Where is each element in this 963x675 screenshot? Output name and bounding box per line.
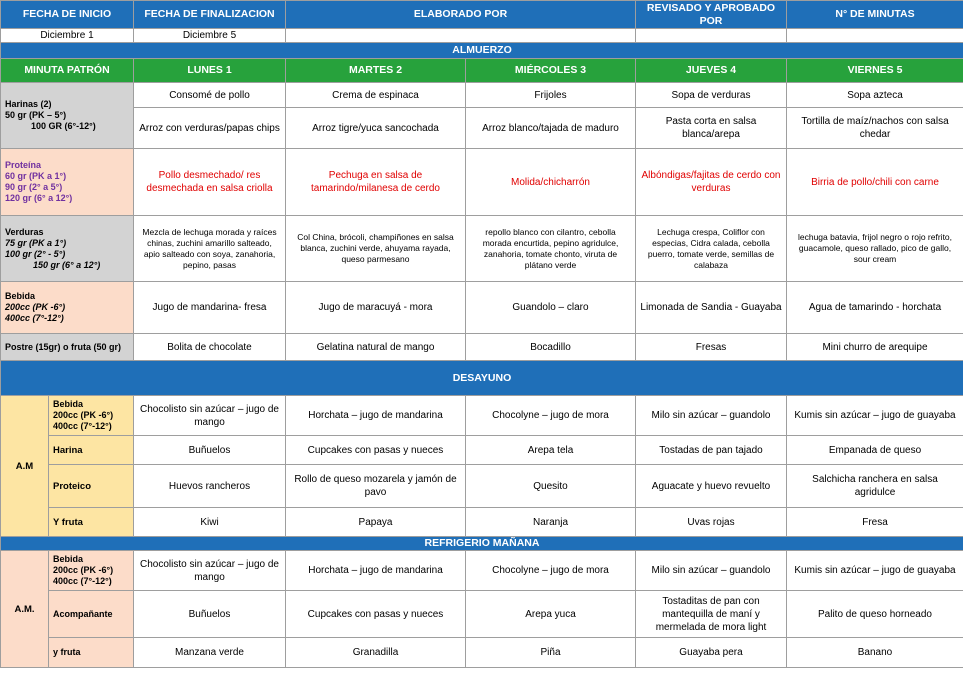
menu-cell: Cupcakes con pasas y nueces	[286, 436, 466, 465]
menu-cell: Buñuelos	[134, 436, 286, 465]
desayuno-title: DESAYUNO	[1, 361, 963, 396]
menu-cell: Mini churro de arequipe	[787, 334, 963, 361]
minutas-header: N° DE MINUTAS	[787, 1, 963, 29]
harinas-label-line: 50 gr (PK – 5°)	[5, 110, 67, 120]
day-header: MIÉRCOLES 3	[466, 59, 636, 83]
menu-cell: Granadilla	[286, 638, 466, 668]
menu-cell: Chocolisto sin azúcar – jugo de mango	[134, 551, 286, 591]
menu-cell: Salchicha ranchera en salsa agridulce	[787, 465, 963, 508]
verduras-label-line: 100 gr (2° - 5°)	[5, 248, 66, 259]
menu-cell: Bocadillo	[466, 334, 636, 361]
menu-cell: Birria de pollo/chili con carne	[787, 149, 963, 216]
day-header: VIERNES 5	[787, 59, 963, 83]
desayuno-fruta-row	[1, 508, 963, 537]
refrigerio-bebida-label	[49, 551, 134, 591]
bebida-label-line: 200cc (PK -6°)	[5, 302, 66, 312]
refrigerio-group-label: A.M.	[1, 551, 49, 668]
menu-cell: Pasta corta en salsa blanca/arepa	[636, 108, 787, 149]
desayuno-harina-label: Harina	[49, 436, 134, 465]
bebida-label-line: Bebida	[5, 291, 36, 301]
proteina-label-line: 120 gr (6° a 12°)	[5, 193, 73, 203]
desayuno-bebida-label	[49, 396, 134, 436]
menu-cell: Papaya	[286, 508, 466, 537]
menu-cell: Kumis sin azúcar – jugo de guayaba	[787, 396, 963, 436]
fecha-final-value: Diciembre 5	[134, 29, 286, 43]
desayuno-proteico-label: Proteico	[49, 465, 134, 508]
label-line: 200cc (PK -6°)	[53, 565, 114, 575]
refrigerio-fruta-label: y fruta	[49, 638, 134, 668]
menu-cell: Uvas rojas	[636, 508, 787, 537]
refrigerio-acompanante-row	[1, 591, 963, 638]
menu-cell: Palito de queso horneado	[787, 591, 963, 638]
menu-cell: Tortilla de maíz/nachos con salsa chedar	[787, 108, 963, 149]
verduras-label-line: 150 gr (6° a 12°)	[33, 259, 101, 270]
label-line: Bebida	[53, 399, 84, 409]
menu-cell: Horchata – jugo de mandarina	[286, 551, 466, 591]
proteina-label	[1, 149, 134, 216]
minuta-patron-header: MINUTA PATRÓN	[1, 59, 134, 83]
fecha-inicio-value: Diciembre 1	[1, 29, 134, 43]
label-line: Bebida	[53, 554, 84, 564]
menu-cell: Albóndigas/fajitas de cerdo con verduras	[636, 149, 787, 216]
menu-cell: Arroz blanco/tajada de maduro	[466, 108, 636, 149]
desayuno-group-label: A.M	[1, 396, 49, 537]
menu-cell: Arroz tigre/yuca sancochada	[286, 108, 466, 149]
menu-cell: Sopa de verduras	[636, 83, 787, 108]
menu-cell: Huevos rancheros	[134, 465, 286, 508]
verduras-row	[1, 216, 963, 282]
day-header: JUEVES 4	[636, 59, 787, 83]
harinas-label-line: Harinas (2)	[5, 99, 52, 109]
menu-cell: Bolita de chocolate	[134, 334, 286, 361]
menu-cell: Jugo de maracuyá - mora	[286, 282, 466, 334]
menu-cell: Quesito	[466, 465, 636, 508]
menu-cell: Milo sin azúcar – guandolo	[636, 396, 787, 436]
almuerzo-section	[1, 43, 963, 59]
menu-cell: Tostaditas de pan con mantequilla de maní y mermelada de mora light	[636, 591, 787, 638]
minutas-value	[787, 29, 963, 43]
menu-cell: Mezcla de lechuga morada y raíces chinas, zuchini amarillo salteado, apio salteado con soya, zanahoria, pepino, pasas	[134, 216, 286, 282]
menu-cell: Lechuga crespa, Coliflor con especias, Cidra calada, cebolla puerro, tomate verde, semillas de calabaza	[636, 216, 787, 282]
label-line: 200cc (PK -6°)	[53, 410, 114, 420]
menu-cell: Pollo desmechado/ res desmechada en salsa criolla	[134, 149, 286, 216]
menu-cell: Chocolisto sin azúcar – jugo de mango	[134, 396, 286, 436]
label-line: 400cc (7°-12°)	[53, 576, 112, 586]
menu-cell: Frijoles	[466, 83, 636, 108]
revisado-header	[636, 1, 787, 29]
menu-cell: Arroz con verduras/papas chips	[134, 108, 286, 149]
menu-cell: Kiwi	[134, 508, 286, 537]
menu-cell: Buñuelos	[134, 591, 286, 638]
menu-cell: Naranja	[466, 508, 636, 537]
menu-cell: Jugo de mandarina- fresa	[134, 282, 286, 334]
menu-cell: Crema de espinaca	[286, 83, 466, 108]
menu-cell: Agua de tamarindo - horchata	[787, 282, 963, 334]
harinas-row	[1, 108, 963, 149]
day-header: LUNES 1	[134, 59, 286, 83]
proteina-label-line: 60 gr (PK a 1°)	[5, 171, 67, 181]
refrigerio-title: REFRIGERIO MAÑANA	[1, 537, 963, 551]
proteina-label-line: 90 gr (2° a 5°)	[5, 182, 63, 192]
menu-cell: Empanada de queso	[787, 436, 963, 465]
verduras-label-line: 75 gr (PK a 1°)	[5, 237, 67, 248]
menu-cell: Guandolo – claro	[466, 282, 636, 334]
refrigerio-fruta-row	[1, 638, 963, 668]
menu-cell: Gelatina natural de mango	[286, 334, 466, 361]
elaborado-value	[286, 29, 636, 43]
day-header: MARTES 2	[286, 59, 466, 83]
verduras-label	[1, 216, 134, 282]
postre-label: Postre (15gr) o fruta (50 gr)	[1, 334, 134, 361]
header-row	[1, 1, 963, 29]
menu-cell: Chocolyne – jugo de mora	[466, 396, 636, 436]
menu-cell: Limonada de Sandia - Guayaba	[636, 282, 787, 334]
menu-cell: Banano	[787, 638, 963, 668]
proteina-label-line: Proteína	[5, 160, 42, 170]
menu-cell: Molida/chicharrón	[466, 149, 636, 216]
elaborado-header: ELABORADO POR	[286, 1, 636, 29]
menu-cell: Arepa yuca	[466, 591, 636, 638]
desayuno-section	[1, 361, 963, 396]
menu-cell: Col China, brócoli, champiñones en salsa blanca, zuchini verde, ahuyama rayada, queso parmesano	[286, 216, 466, 282]
menu-cell: Kumis sin azúcar – jugo de guayaba	[787, 551, 963, 591]
bebida-row	[1, 282, 963, 334]
refrigerio-acompanante-label: Acompañante	[49, 591, 134, 638]
revisado-value	[636, 29, 787, 43]
fecha-final-header: FECHA DE FINALIZACION	[134, 1, 286, 29]
menu-cell: Consomé de pollo	[134, 83, 286, 108]
menu-cell: Manzana verde	[134, 638, 286, 668]
proteina-row	[1, 149, 963, 216]
menu-cell: Horchata – jugo de mandarina	[286, 396, 466, 436]
postre-row	[1, 334, 963, 361]
desayuno-fruta-label: Y fruta	[49, 508, 134, 537]
revisado-label: REVISADO Y APROBADO POR	[646, 1, 776, 27]
menu-cell: Milo sin azúcar – guandolo	[636, 551, 787, 591]
menu-cell: Chocolyne – jugo de mora	[466, 551, 636, 591]
menu-cell: Fresas	[636, 334, 787, 361]
label-line: 400cc (7°-12°)	[53, 421, 112, 431]
refrigerio-section	[1, 537, 963, 551]
fecha-inicio-header: FECHA DE INICIO	[1, 1, 134, 29]
menu-cell: Fresa	[787, 508, 963, 537]
harinas-label	[1, 83, 134, 149]
desayuno-bebida-row	[1, 396, 963, 436]
menu-cell: Arepa tela	[466, 436, 636, 465]
menu-cell: Aguacate y huevo revuelto	[636, 465, 787, 508]
sopa-row	[1, 83, 963, 108]
bebida-label	[1, 282, 134, 334]
desayuno-harina-row	[1, 436, 963, 465]
verduras-label-line: Verduras	[5, 226, 44, 237]
menu-cell: Cupcakes con pasas y nueces	[286, 591, 466, 638]
days-row	[1, 59, 963, 83]
menu-cell: Piña	[466, 638, 636, 668]
menu-cell: Guayaba pera	[636, 638, 787, 668]
menu-cell: Sopa azteca	[787, 83, 963, 108]
menu-cell: Rollo de queso mozarela y jamón de pavo	[286, 465, 466, 508]
almuerzo-title: ALMUERZO	[1, 43, 963, 59]
bebida-label-line: 400cc (7°-12°)	[5, 313, 64, 323]
menu-cell: Pechuga en salsa de tamarindo/milanesa de cerdo	[286, 149, 466, 216]
desayuno-proteico-row	[1, 465, 963, 508]
harinas-label-line: 100 GR (6°-12°)	[31, 121, 96, 131]
menu-cell: repollo blanco con cilantro, cebolla morada encurtida, pepino agridulce, zanahoria, tomate chonto, viruta de plátano verde	[466, 216, 636, 282]
menu-cell: Tostadas de pan tajado	[636, 436, 787, 465]
header-values-row	[1, 29, 963, 43]
refrigerio-bebida-row	[1, 551, 963, 591]
menu-cell: lechuga batavia, frijol negro o rojo refrito, guacamole, queso rallado, pico de gallo, sour cream	[787, 216, 963, 282]
